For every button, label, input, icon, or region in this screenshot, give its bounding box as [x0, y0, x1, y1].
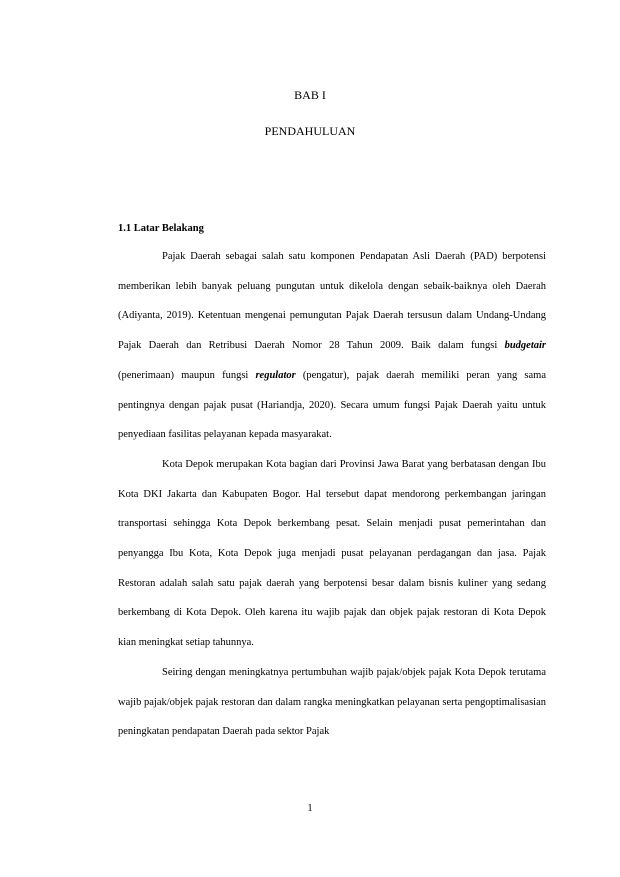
- term-regulator: regulator: [255, 369, 296, 381]
- term-budgetair: budgetair: [504, 340, 546, 352]
- chapter-title: PENDAHULUAN: [264, 124, 356, 138]
- paragraph-1-part-a: Pajak Daerah sebagai salah satu komponen Pendapatan Asli Daerah (PAD) berpotensi memberikan lebih banyak peluang pungutan untuk dikelola dengan sebaik-baiknya oleh Daerah (Adiyanta, 2019). Ketentuan mengenai pemungutan Pajak Daerah tersusun dalam Undang-Undang Pajak Daerah dan Retribusi Daerah Nomor 28 Tahun 2009. Baik dalam fungsi: [118, 251, 546, 352]
- chapter-number: BAB I: [294, 88, 326, 102]
- section-heading: 1.1 Latar Belakang: [118, 223, 204, 234]
- paragraph-2: Kota Depok merupakan Kota bagian dari Provinsi Jawa Barat yang berbatasan dengan Ibu Kota DKI Jakarta dan Kabupaten Bogor. Hal tersebut dapat mendorong perkembangan jaringan transportasi sehingga Kota Depok berkembang pesat. Selain menjadi pusat pemerintahan dan penyangga Ibu Kota, Kota Depok juga menjadi pusat pelayanan perdagangan dan jasa. Pajak Restoran adalah salah satu pajak daerah yang berpotensi besar dalam bisnis kuliner yang sedang berkembang di Kota Depok. Oleh karena itu wajib pajak dan objek pajak restoran di Kota Depok kian meningkat setiap tahunnya.: [118, 458, 546, 649]
- paragraph-1: [118, 242, 546, 450]
- paragraph-1-part-c: (pengatur), pajak daerah memiliki peran yang sama pentingnya dengan pajak pusat (Hariandja, 2020). Secara umum fungsi Pajak Daerah yaitu untuk penyediaan fasilitas pelayanan kepada masyarakat.: [118, 369, 546, 441]
- paragraph-3: Seiring dengan meningkatnya pertumbuhan wajib pajak/objek pajak Kota Depok terutama wajib pajak/objek pajak restoran dan dalam rangka meningkatkan pelayanan serta pengoptimalisasian peningkatan pendapatan Daerah pada sektor Pajak: [118, 666, 546, 738]
- body-text: [118, 242, 546, 747]
- page-number: 1: [307, 803, 313, 814]
- paragraph-1-part-b: (penerimaan) maupun fungsi: [118, 369, 256, 381]
